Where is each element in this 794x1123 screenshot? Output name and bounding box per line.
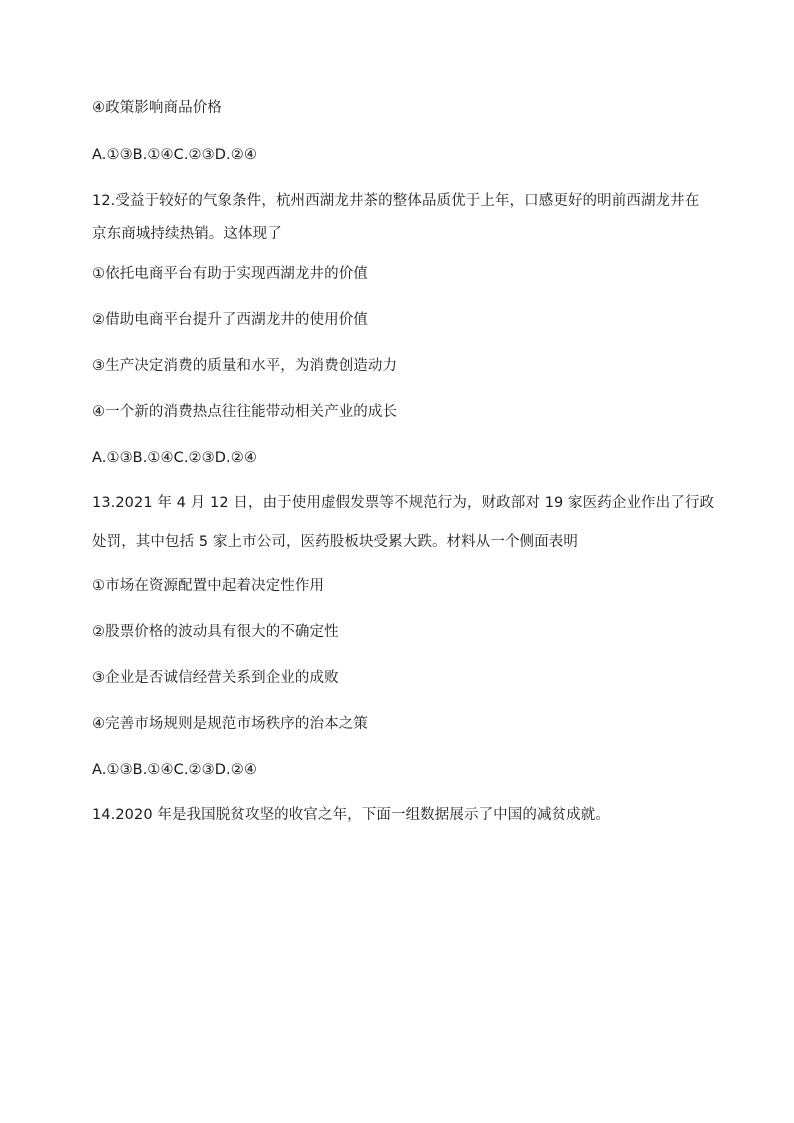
- q12-option-2: ②借助电商平台提升了西湖龙井的使用价值: [92, 312, 368, 328]
- q13-option-1: ①市场在资源配置中起着决定性作用: [92, 578, 325, 594]
- q14-stem-line-1: 14.2020 年是我国脱贫攻坚的收官之年，下面一组数据展示了中国的减贫成就。: [92, 807, 610, 823]
- q11-answer-choices: A.①③B.①④C.②③D.②④: [92, 147, 257, 163]
- q12-stem-line-1: 12.受益于较好的气象条件，杭州西湖龙井茶的整体品质优于上年，口感更好的明前西湖龙井在: [92, 193, 700, 209]
- q13-answer-choices: A.①③B.①④C.②③D.②④: [92, 762, 257, 778]
- q12-option-4: ④一个新的消费热点往往能带动相关产业的成长: [92, 404, 398, 420]
- q11-option-4: ④政策影响商品价格: [92, 100, 222, 116]
- q12-stem-line-2: 京东商城持续热销。这体现了: [92, 226, 282, 242]
- q13-stem-line-1: 13.2021 年 4 月 12 日，由于使用虚假发票等不规范行为，财政部对 19 家医药企业作出了行政: [92, 495, 715, 511]
- q12-option-1: ①依托电商平台有助于实现西湖龙井的价值: [92, 266, 368, 282]
- q13-stem-line-2: 处罚，其中包括 5 家上市公司，医药股板块受累大跌。材料从一个侧面表明: [92, 534, 578, 550]
- q13-option-2: ②股票价格的波动具有很大的不确定性: [92, 624, 339, 640]
- q13-option-3: ③企业是否诚信经营关系到企业的成败: [92, 670, 339, 686]
- q13-option-4: ④完善市场规则是规范市场秩序的治本之策: [92, 716, 368, 732]
- q12-answer-choices: A.①③B.①④C.②③D.②④: [92, 450, 257, 466]
- q12-option-3: ③生产决定消费的质量和水平，为消费创造动力: [92, 358, 398, 374]
